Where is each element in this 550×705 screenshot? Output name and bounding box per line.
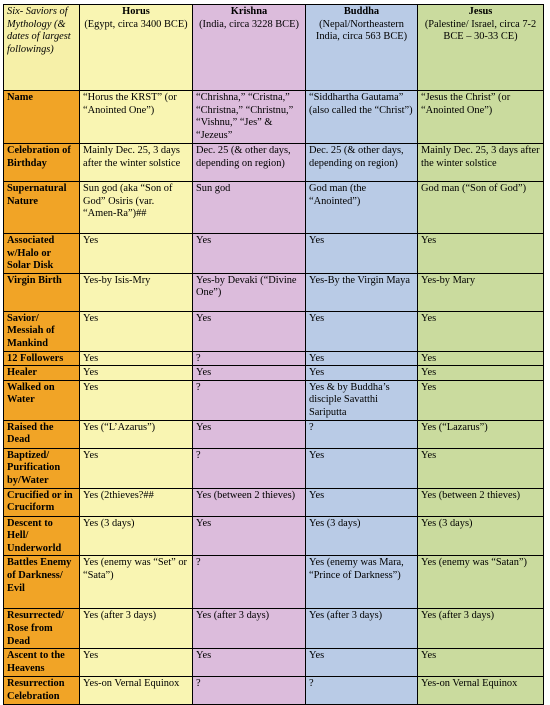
- cell-buddha: Yes & by Buddha’s disciple Savatthi Sariputta: [306, 380, 418, 420]
- cell-krishna: ?: [193, 677, 306, 705]
- cell-jesus: Yes (“Lazarus”): [418, 420, 544, 448]
- cell-krishna: Yes: [193, 649, 306, 677]
- table-row: [4, 91, 544, 144]
- cell-krishna: ?: [193, 448, 306, 488]
- row-label: Ascent to the Heavens: [4, 649, 80, 677]
- cell-buddha: ?: [306, 677, 418, 705]
- row-label: Resurrected/ Rose from Dead: [4, 609, 80, 649]
- cell-buddha: Yes: [306, 649, 418, 677]
- cell-krishna: Yes: [193, 311, 306, 351]
- column-header-krishna: [193, 5, 306, 91]
- cell-horus: Yes-on Vernal Equinox: [80, 677, 193, 705]
- cell-jesus: Yes: [418, 351, 544, 366]
- column-subtitle: (Nepal/Northeastern India, circa 563 BCE): [315, 18, 408, 43]
- cell-buddha: Yes (after 3 days): [306, 609, 418, 649]
- table-row: [4, 448, 544, 488]
- table-row: [4, 273, 544, 311]
- cell-buddha: Yes: [306, 311, 418, 351]
- row-label: Supernatural Nature: [4, 182, 80, 234]
- row-label: 12 Followers: [4, 351, 80, 366]
- table-row: [4, 420, 544, 448]
- cell-jesus: Yes (enemy was “Satan”): [418, 556, 544, 609]
- row-label: Crucified or in Cruciform: [4, 488, 80, 516]
- cell-jesus: Yes: [418, 366, 544, 381]
- table-row: [4, 380, 544, 420]
- table-row: [4, 182, 544, 234]
- saviors-comparison-table: [3, 4, 544, 705]
- row-label: Celebration of Birthday: [4, 144, 80, 182]
- table-row: [4, 144, 544, 182]
- cell-horus: Yes-by Isis-Mry: [80, 273, 193, 311]
- cell-buddha: Dec. 25 (& other days, depending on region): [306, 144, 418, 182]
- column-subtitle: (Palestine/ Israel, circa 7-2 BCE – 30-33 CE): [424, 18, 537, 43]
- cell-krishna: Yes: [193, 234, 306, 274]
- cell-krishna: Yes (after 3 days): [193, 609, 306, 649]
- row-label: Associated w/Halo or Solar Disk: [4, 234, 80, 274]
- cell-buddha: Yes: [306, 488, 418, 516]
- header-row: [4, 5, 544, 91]
- cell-jesus: Yes-on Vernal Equinox: [418, 677, 544, 705]
- column-name: Buddha: [343, 6, 380, 17]
- table-row: [4, 488, 544, 516]
- cell-buddha: ?: [306, 420, 418, 448]
- cell-krishna: Yes: [193, 420, 306, 448]
- cell-buddha: Yes: [306, 234, 418, 274]
- cell-horus: Yes: [80, 380, 193, 420]
- cell-jesus: God man (“Son of God”): [418, 182, 544, 234]
- cell-jesus: Yes (3 days): [418, 516, 544, 556]
- column-subtitle: (Egypt, circa 3400 BCE): [84, 18, 188, 30]
- cell-horus: Yes (“L’Azarus”): [80, 420, 193, 448]
- cell-jesus: Yes: [418, 311, 544, 351]
- column-header-buddha: [306, 5, 418, 91]
- row-label: Descent to Hell/ Underworld: [4, 516, 80, 556]
- cell-horus: Yes: [80, 366, 193, 381]
- cell-horus: Yes (after 3 days): [80, 609, 193, 649]
- cell-jesus: Yes-by Mary: [418, 273, 544, 311]
- column-header-jesus: [418, 5, 544, 91]
- cell-horus: “Horus the KRST” (or “Anointed One”): [80, 91, 193, 144]
- cell-horus: Yes: [80, 234, 193, 274]
- column-header-horus: [80, 5, 193, 91]
- cell-krishna: Yes-by Devaki (“Divine One”): [193, 273, 306, 311]
- cell-horus: Yes (2thieves?##: [80, 488, 193, 516]
- cell-jesus: Mainly Dec. 25, 3 days after the winter solstice: [418, 144, 544, 182]
- cell-buddha: Yes (3 days): [306, 516, 418, 556]
- cell-krishna: Yes: [193, 366, 306, 381]
- cell-horus: Yes: [80, 351, 193, 366]
- cell-buddha: “Siddhartha Gautama” (also called the “Christ”): [306, 91, 418, 144]
- row-label: Battles Enemy of Darkness/ Evil: [4, 556, 80, 609]
- cell-buddha: Yes (enemy was Mara, “Prince of Darkness”): [306, 556, 418, 609]
- cell-horus: Yes: [80, 448, 193, 488]
- cell-jesus: Yes: [418, 448, 544, 488]
- cell-krishna: ?: [193, 380, 306, 420]
- table-row: [4, 234, 544, 274]
- cell-jesus: Yes: [418, 234, 544, 274]
- cell-horus: Yes: [80, 311, 193, 351]
- cell-jesus: Yes (between 2 thieves): [418, 488, 544, 516]
- cell-buddha: Yes: [306, 351, 418, 366]
- row-label: Savior/ Messiah of Mankind: [4, 311, 80, 351]
- row-label: Baptized/ Purification by/Water: [4, 448, 80, 488]
- table-row: [4, 516, 544, 556]
- row-label: Virgin Birth: [4, 273, 80, 311]
- cell-krishna: ?: [193, 556, 306, 609]
- cell-krishna: Dec. 25 (& other days, depending on region): [193, 144, 306, 182]
- cell-buddha: Yes: [306, 448, 418, 488]
- cell-krishna: ?: [193, 351, 306, 366]
- table-row: [4, 649, 544, 677]
- row-label: Walked on Water: [4, 380, 80, 420]
- cell-krishna: Yes (between 2 thieves): [193, 488, 306, 516]
- column-subtitle: (India, circa 3228 BCE): [199, 18, 299, 30]
- cell-krishna: Sun god: [193, 182, 306, 234]
- table-corner-header: Six- Saviors of Mythology (& dates of largest followings): [4, 5, 80, 91]
- cell-jesus: “Jesus the Christ” (or “Anointed One”): [418, 91, 544, 144]
- cell-horus: Mainly Dec. 25, 3 days after the winter solstice: [80, 144, 193, 182]
- cell-krishna: “Chrishna,” “Cristna,” “Christna,” “Christnu,” “Vishnu,” “Jes” & “Jezeus”: [193, 91, 306, 144]
- table-row: [4, 351, 544, 366]
- comparison-table-container: [3, 4, 544, 705]
- column-name: Horus: [122, 6, 150, 17]
- cell-buddha: Yes: [306, 366, 418, 381]
- cell-horus: Sun god (aka “Son of God” Osiris (var. “Amen-Ra”)##: [80, 182, 193, 234]
- table-row: [4, 556, 544, 609]
- table-row: [4, 677, 544, 705]
- cell-horus: Yes (3 days): [80, 516, 193, 556]
- row-label: Resurrection Celebration: [4, 677, 80, 705]
- cell-horus: Yes (enemy was “Set” or “Sata”): [80, 556, 193, 609]
- cell-jesus: Yes (after 3 days): [418, 609, 544, 649]
- column-name: Krishna: [230, 6, 268, 17]
- cell-buddha: God man (the “Anointed”): [306, 182, 418, 234]
- cell-jesus: Yes: [418, 649, 544, 677]
- column-name: Jesus: [468, 6, 493, 17]
- row-label: Raised the Dead: [4, 420, 80, 448]
- table-row: [4, 311, 544, 351]
- table-row: [4, 366, 544, 381]
- cell-jesus: Yes: [418, 380, 544, 420]
- cell-buddha: Yes-By the Virgin Maya: [306, 273, 418, 311]
- cell-krishna: Yes: [193, 516, 306, 556]
- row-label: Healer: [4, 366, 80, 381]
- table-row: [4, 609, 544, 649]
- cell-horus: Yes: [80, 649, 193, 677]
- row-label: Name: [4, 91, 80, 144]
